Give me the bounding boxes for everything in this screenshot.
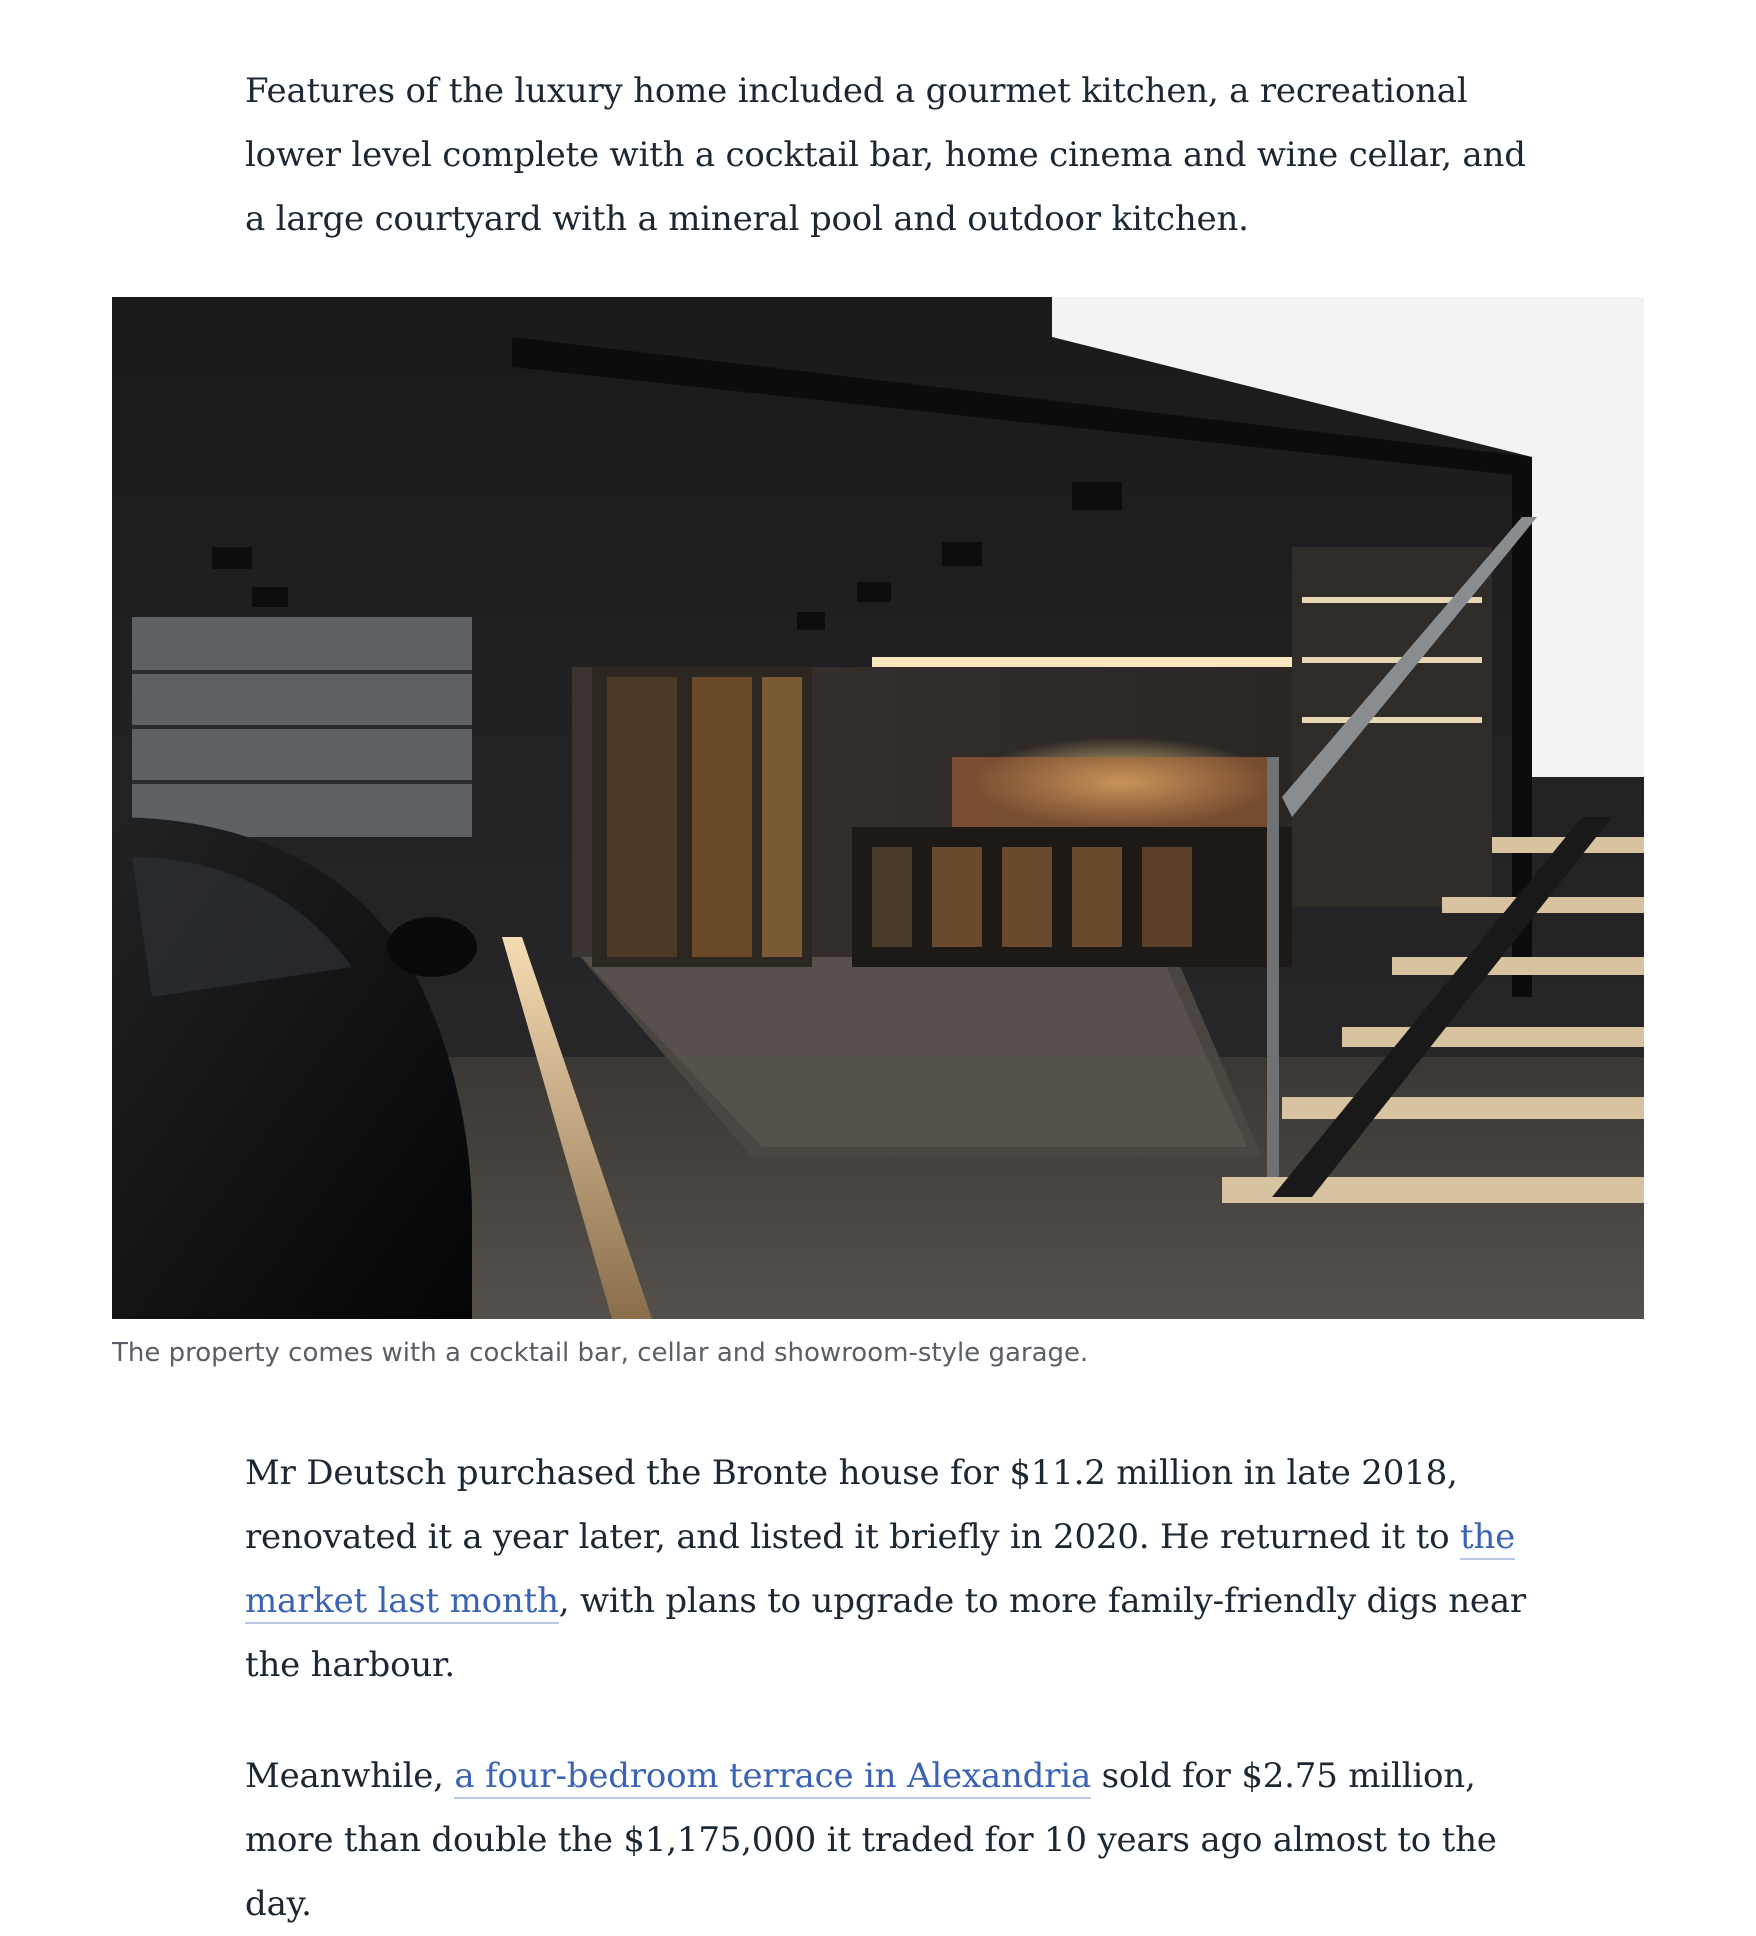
paragraph-text: sold for $2.75 million, more than double the $1,175,000 it traded for 10 years ago almost to the day. (245, 1756, 1497, 1924)
paragraph-text: , with plans to upgrade to more family-friendly digs near the harbour. (245, 1581, 1526, 1685)
article-paragraph: Features of the luxury home included a gourmet kitchen, a recreational lower level complete with a cocktail bar, home cinema and wine cellar, and a large courtyard with a mineral pool and outdoor kitchen. (245, 71, 1526, 239)
article-paragraph (245, 1744, 1545, 1936)
paragraph-text: Mr Deutsch purchased the Bronte house for $11.2 million in late 2018, renovated it a year later, and listed it briefly in 2020. He returned it to (245, 1453, 1461, 1557)
market-last-month-link[interactable]: the market last month (245, 1517, 1515, 1624)
alexandria-terrace-link[interactable]: a four-bedroom terrace in Alexandria (454, 1756, 1091, 1799)
photo-caption: The property comes with a cocktail bar, cellar and showroom-style garage. (112, 1338, 1089, 1368)
article-photo (112, 297, 1644, 1319)
paragraph-text: Meanwhile, (245, 1756, 455, 1796)
article-paragraph (245, 1441, 1545, 1697)
